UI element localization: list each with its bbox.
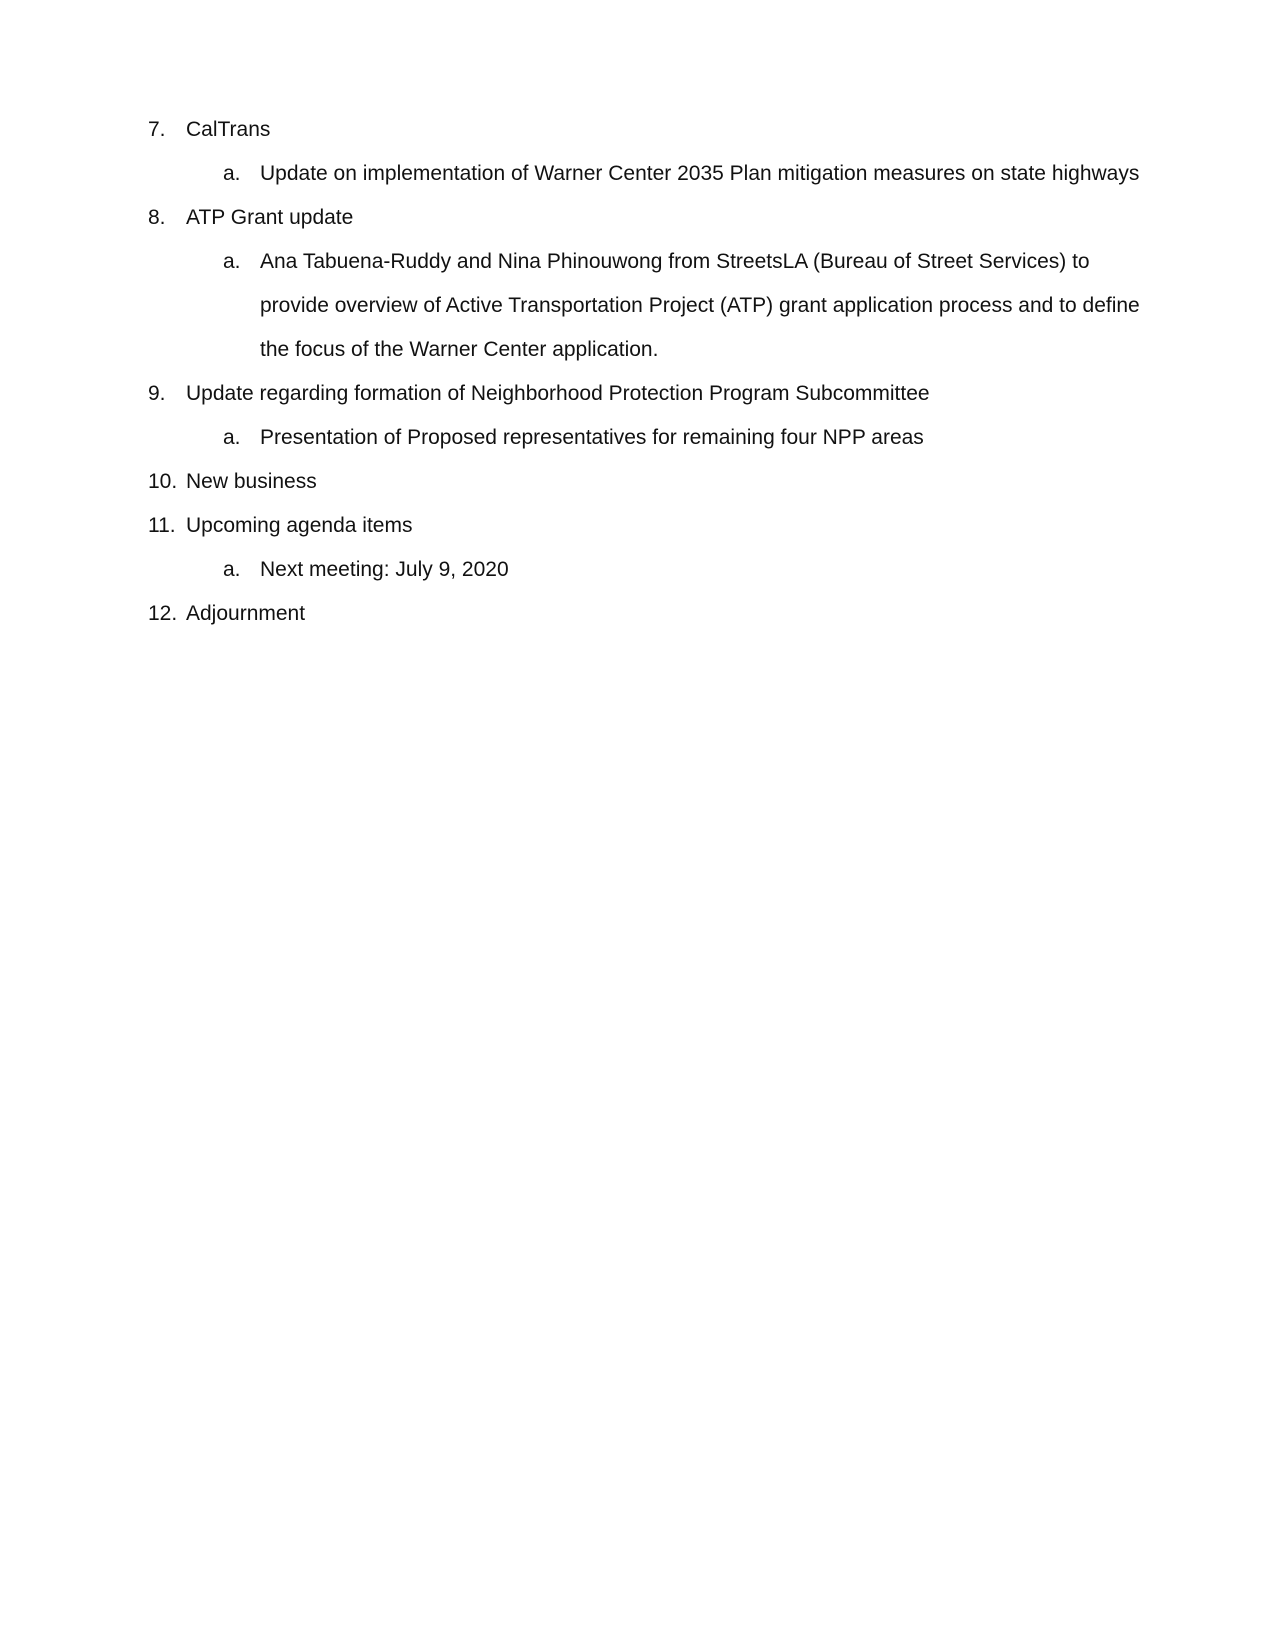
item-number: 10. <box>148 470 178 493</box>
item-title: Upcoming agenda items <box>186 514 413 537</box>
agenda-item-9 <box>148 372 1158 416</box>
agenda-subitem-7a <box>148 152 1158 196</box>
subitem-letter: a. <box>223 558 241 581</box>
agenda-subitem-9a <box>148 416 1158 460</box>
agenda-subitem-8a <box>148 240 1158 372</box>
subitem-letter: a. <box>223 426 241 449</box>
subitem-text: Ana Tabuena-Ruddy and Nina Phinouwong from StreetsLA (Bureau of Street Services) to provide overview of Active Transportation Project (ATP) grant application process and to define the focus of the Warner Center application. <box>260 250 1140 361</box>
agenda-item-8 <box>148 196 1158 240</box>
subitem-text: Presentation of Proposed representatives for remaining four NPP areas <box>260 426 924 449</box>
item-title: New business <box>186 470 317 493</box>
subitem-text: Next meeting: July 9, 2020 <box>260 558 509 581</box>
item-title: CalTrans <box>186 118 271 141</box>
item-title: Adjournment <box>186 602 306 625</box>
subitem-letter: a. <box>223 162 241 185</box>
item-number: 8. <box>148 206 166 229</box>
subitem-text: Update on implementation of Warner Center 2035 Plan mitigation measures on state highways <box>260 162 1140 185</box>
item-number: 7. <box>148 118 166 141</box>
item-number: 9. <box>148 382 166 405</box>
item-title: ATP Grant update <box>186 206 354 229</box>
agenda-subitem-11a <box>148 548 1158 592</box>
agenda-item-10 <box>148 460 1158 504</box>
item-number: 11. <box>148 514 176 537</box>
agenda-item-12 <box>148 592 1158 636</box>
agenda-item-7 <box>148 108 1158 152</box>
item-number: 12. <box>148 602 178 625</box>
item-title: Update regarding formation of Neighborhood Protection Program Subcommittee <box>186 382 930 405</box>
agenda-item-11 <box>148 504 1158 548</box>
subitem-letter: a. <box>223 250 241 273</box>
agenda-list <box>148 108 1158 636</box>
